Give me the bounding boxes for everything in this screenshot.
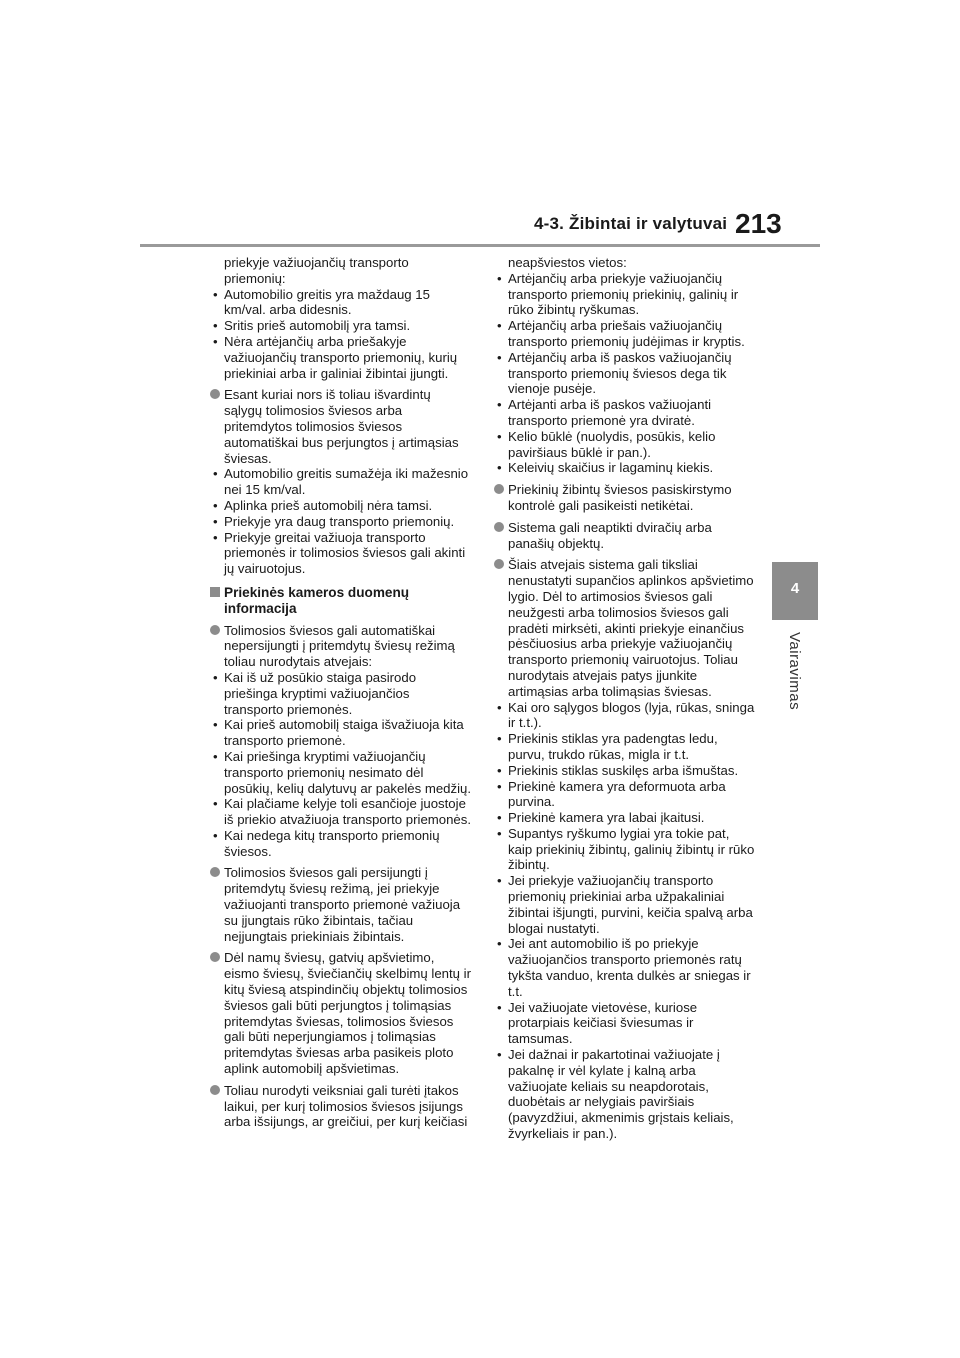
list-item: • Kelio būklė (nuolydis, posūkis, kelio paviršiaus būklė ir pan.). xyxy=(494,429,756,461)
left-column xyxy=(210,255,472,1130)
list-item: • Kai plačiame kelyje toli esančioje juostoje iš priekio atvažiuoja transporto priemonės. xyxy=(210,796,472,828)
list-item: • Keleivių skaičius ir lagaminų kiekis. xyxy=(494,460,756,476)
list-item: • Priekyje yra daug transporto priemonių. xyxy=(210,514,472,530)
continued-text: priekyje važiuojančių transporto priemonių: xyxy=(224,255,409,286)
circle-bullet-icon xyxy=(210,389,220,399)
list-item: • Nėra artėjančių arba priešakyje važiuojančių transporto priemonių, kurių priekiniai arba ir galiniai žibintai įjungti. xyxy=(210,334,472,381)
list-item: • Artėjanti arba iš paskos važiuojanti transporto priemonė yra dviratė. xyxy=(494,397,756,429)
list-item: • Supantys ryškumo lygiai yra tokie pat, kaip priekinių žibintų, galinių žibintų ir rūko žibintų. xyxy=(494,826,756,873)
list-item: • Jei priekyje važiuojančių transporto priemonių priekiniai arba užpakaliniai žibintai išjungti, purvini, keičia spalvą arba blogai nustatyti. xyxy=(494,873,756,936)
note-text: Toliau nurodyti veiksniai gali turėti įtakos laikui, per kurį tolimosios šviesos įsijungs arba išsijungs, ar greičiui, per kurį keičiasi xyxy=(224,1082,468,1130)
note-paragraph xyxy=(210,1083,472,1130)
circle-bullet-icon xyxy=(210,625,220,635)
circle-bullet-icon xyxy=(210,1085,220,1095)
note-text: Tolimosios šviesos gali automatiškai nepersijungti į pritemdytų šviesų režimą toliau nurodytais atvejais: xyxy=(224,622,455,670)
note-paragraph xyxy=(210,623,472,670)
note-text: Priekinių žibintų šviesos pasiskirstymo kontrolė gali pasikeisti netikėtai. xyxy=(508,482,732,513)
note-paragraph xyxy=(494,482,756,514)
list-item: • Jei dažnai ir pakartotinai važiuojate į pakalnę ir vėl kylate į kalną arba važiuojate keliais su neapdorotais, duobėtais ar nelygiais paviršiais (pavyzdžiui, akmenimis grįstais keliais, žvyrkeliais ir pan.). xyxy=(494,1047,756,1142)
note-text: Sistema gali neaptikti dviračių arba panašių objektų. xyxy=(508,519,712,551)
chapter-number: 4 xyxy=(790,580,800,597)
list-item: • Kai iš už posūkio staiga pasirodo priešinga kryptimi važiuojančios transporto priemonės. xyxy=(210,670,472,717)
list-item: • Priekinė kamera yra deformuota arba purvina. xyxy=(494,779,756,811)
note-paragraph xyxy=(494,520,756,552)
circle-bullet-icon xyxy=(210,952,220,962)
note-text: Dėl namų šviesų, gatvių apšvietimo, eismo šviesų, šviečiančių skelbimų lentų ir kitų šviesą atspindinčių objektų tolimosios šviesos gali būti perjungtos į tolimąsias pritemdytas šviesas, tolimosios šviesos gali būti neperjungiamos į tolimąsias pritemdytas šviesas arba pasikeis ploto aplink automobilį apšvietimas. xyxy=(224,950,471,1077)
list-item: • Automobilio greitis sumažėja iki mažesnio nei 15 km/val. xyxy=(210,466,472,498)
continued-text: neapšviestos vietos: xyxy=(508,255,627,270)
list-item: • Artėjančių arba iš paskos važiuojančių transporto priemonių šviesos dega tik vienoje pusėje. xyxy=(494,350,756,397)
note-text: Šiais atvejais sistema gali tiksliai nenustatyti supančios aplinkos apšvietimo lygio. Dėl to artimosios šviesos gali neužgesti arba tolimosios šviesos gali pradėti mirksėti, akinti priekyje einančius pėsčiuosius arba priekyje važiuojančių transporto priemonių vairuotojus. Toliau nurodytais atvejais patys įjunkite artimąsias arba tolimąsias šviesas. xyxy=(508,557,754,699)
note-paragraph xyxy=(210,387,472,466)
header-rule xyxy=(140,244,820,247)
list-item: • Kai prieš automobilį staiga išvažiuoja kita transporto priemonė. xyxy=(210,717,472,749)
list-item: • Sritis prieš automobilį yra tamsi. xyxy=(210,318,472,334)
list-item: • Automobilio greitis yra maždaug 15 km/val. arba didesnis. xyxy=(210,287,472,319)
list-item: • Priekyje greitai važiuoja transporto priemonės ir tolimosios šviesos gali akinti jų vairuotojus. xyxy=(210,530,472,577)
note-text: Esant kuriai nors iš toliau išvardintų sąlygų tolimosios šviesos arba pritemdytos tolimosios šviesos automatiškai bus perjungtos į artimąsias šviesas. xyxy=(224,387,459,466)
list-item: • Aplinka prieš automobilį nėra tamsi. xyxy=(210,498,472,514)
list-item: • Artėjančių arba priešais važiuojančių transporto priemonių judėjimas ir kryptis. xyxy=(494,318,756,350)
subsection-heading xyxy=(210,585,472,617)
square-bullet-icon xyxy=(210,587,220,597)
chapter-label: Vairavimas xyxy=(786,632,803,711)
chapter-tab xyxy=(772,562,818,620)
right-column xyxy=(494,255,756,1142)
list-item: • Kai nedega kitų transporto priemonių šviesos. xyxy=(210,828,472,860)
list-item: • Priekinė kamera yra labai įkaitusi. xyxy=(494,810,756,826)
list-item: • Priekinis stiklas yra padengtas ledu, purvu, trukdo rūkas, migla ir t.t. xyxy=(494,731,756,763)
section-title: 4-3. Žibintai ir valytuvai xyxy=(534,214,728,233)
note-paragraph xyxy=(210,865,472,944)
circle-bullet-icon xyxy=(494,484,504,494)
list-item: • Artėjančių arba priekyje važiuojančių transporto priemonių priekinių, galinių ir rūko žibintų ryškumas. xyxy=(494,271,756,318)
circle-bullet-icon xyxy=(210,867,220,877)
note-paragraph xyxy=(210,950,472,1076)
note-text: Tolimosios šviesos gali persijungti į pritemdytų šviesų režimą, jei priekyje važiuojanti transporto priemonė važiuoja su įjungtais rūko žibintais, tačiau neįjungtais priekiniais žibintais. xyxy=(224,865,461,944)
circle-bullet-icon xyxy=(494,522,504,532)
list-item: • Priekinis stiklas suskilęs arba išmuštas. xyxy=(494,763,756,779)
note-paragraph xyxy=(494,557,756,699)
list-item: • Jei važiuojate vietovėse, kuriose protarpiais keičiasi šviesumas ir tamsumas. xyxy=(494,1000,756,1047)
list-item: • Kai priešinga kryptimi važiuojančių transporto priemonių nesimato dėl posūkių, kelių dalytuvų ar pakelės medžių. xyxy=(210,749,472,796)
list-item: • Kai oro sąlygos blogos (lyja, rūkas, sninga ir t.t.). xyxy=(494,700,756,732)
page-number: 213 xyxy=(735,208,782,239)
list-item: • Jei ant automobilio iš po priekyje važiuojančios transporto priemonės ratų tykšta vanduo, krenta dulkės ar sniegas ir t.t. xyxy=(494,936,756,999)
circle-bullet-icon xyxy=(494,559,504,569)
heading-text: Priekinės kameros duomenų informacija xyxy=(224,584,410,616)
